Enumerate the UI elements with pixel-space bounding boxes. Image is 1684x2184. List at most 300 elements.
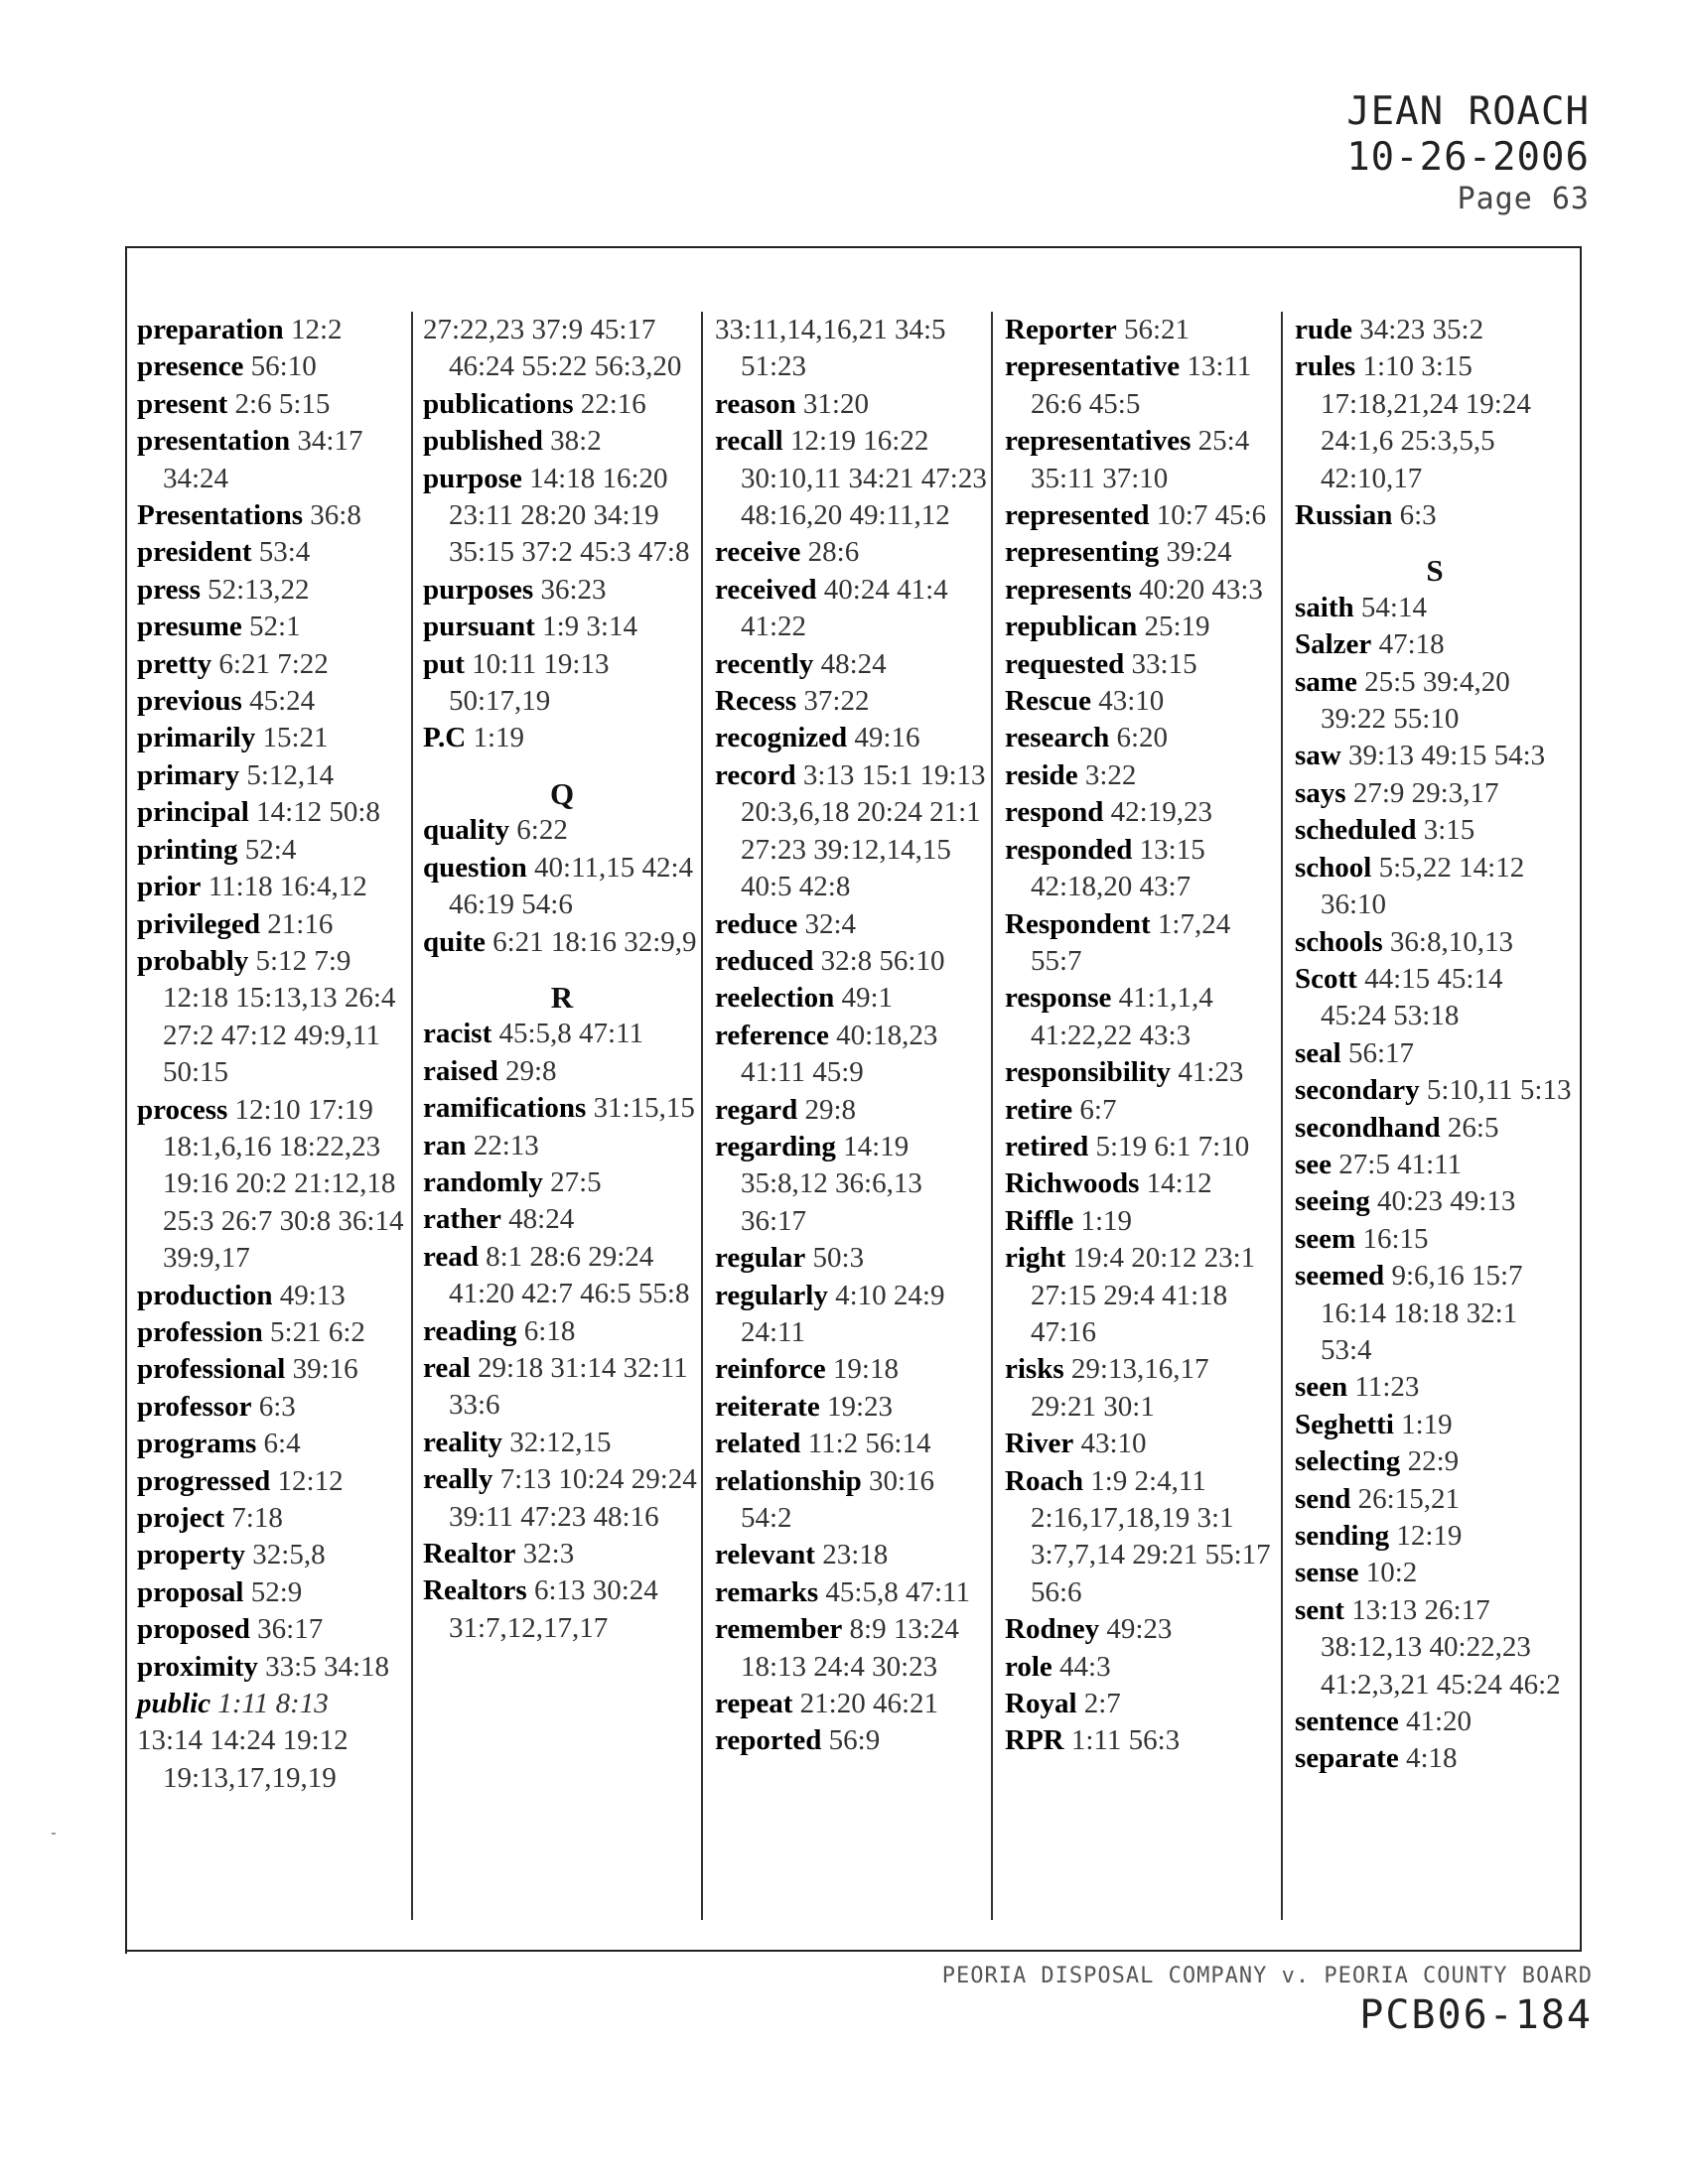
index-term: send bbox=[1295, 1482, 1351, 1515]
page-line-refs: 10:7 45:6 bbox=[1156, 499, 1267, 532]
index-term: regarding bbox=[715, 1130, 836, 1162]
index-term: role bbox=[1005, 1650, 1052, 1683]
index-term: right bbox=[1005, 1242, 1066, 1275]
index-entry bbox=[715, 386, 991, 423]
index-term: Realtor bbox=[423, 1538, 516, 1570]
page-line-refs: 27:22,23 37:9 45:17 46:24 55:22 56:3,20 bbox=[423, 314, 682, 383]
page-line-refs: 14:19 35:8,12 36:6,13 36:17 bbox=[741, 1130, 922, 1237]
case-number: PCB06-184 bbox=[1359, 1992, 1593, 2038]
index-entry bbox=[1005, 646, 1281, 683]
index-entry bbox=[137, 534, 411, 571]
index-term: Reporter bbox=[1005, 314, 1117, 345]
index-entry bbox=[1005, 1203, 1281, 1240]
index-entry bbox=[1005, 423, 1281, 497]
index-term: project bbox=[137, 1502, 225, 1534]
page-line-refs: 49:1 bbox=[841, 982, 894, 1015]
index-entry bbox=[1295, 1183, 1575, 1220]
page-line-refs: 30:16 54:2 bbox=[741, 1464, 935, 1534]
index-term: secondhand bbox=[1295, 1111, 1441, 1144]
index-column-1 bbox=[137, 312, 411, 1920]
index-term: real bbox=[423, 1351, 471, 1384]
index-entry bbox=[715, 1574, 991, 1611]
index-term: responded bbox=[1005, 833, 1133, 866]
page-line-refs: 27:5 bbox=[550, 1165, 602, 1198]
index-term: pursuant bbox=[423, 611, 535, 643]
index-entry bbox=[137, 869, 411, 905]
page-number: Page 63 bbox=[1457, 182, 1590, 216]
index-entry bbox=[1295, 1740, 1575, 1777]
page-line-refs: 10:11 19:13 50:17,19 bbox=[449, 647, 610, 718]
index-entry bbox=[715, 720, 991, 756]
page-line-refs: 6:18 bbox=[523, 1314, 576, 1347]
index-entry bbox=[423, 609, 701, 645]
page-line-refs: 26:15,21 bbox=[1357, 1482, 1460, 1515]
index-entry bbox=[137, 386, 411, 423]
index-entry bbox=[1295, 1407, 1575, 1443]
index-entry bbox=[137, 1278, 411, 1314]
page-line-refs: 52:9 bbox=[250, 1575, 303, 1608]
index-term: professor bbox=[137, 1390, 252, 1423]
page-line-refs: 1:9 3:14 bbox=[542, 611, 637, 643]
page-line-refs: 40:24 41:4 41:22 bbox=[741, 573, 948, 643]
page-line-refs: 13:14 14:24 19:12 19:13,17,19,19 bbox=[137, 1724, 349, 1794]
index-entry bbox=[1005, 757, 1281, 794]
index-term: press bbox=[137, 573, 201, 606]
page-line-refs: 49:23 bbox=[1106, 1613, 1173, 1646]
index-entry bbox=[1295, 1369, 1575, 1406]
index-entry bbox=[1005, 572, 1281, 609]
index-entry bbox=[137, 1611, 411, 1648]
page-line-refs: 41:23 bbox=[1178, 1056, 1244, 1089]
index-entry bbox=[1295, 738, 1575, 774]
index-entry bbox=[423, 1461, 701, 1536]
index-term: probably bbox=[137, 944, 249, 977]
index-term: seemed bbox=[1295, 1260, 1385, 1293]
index-term: previous bbox=[137, 685, 242, 718]
index-entry bbox=[1295, 1704, 1575, 1740]
index-entry bbox=[137, 683, 411, 720]
index-term: remarks bbox=[715, 1575, 819, 1608]
page-line-refs: 1:19 bbox=[1401, 1408, 1453, 1440]
page-line-refs: 21:16 bbox=[267, 907, 334, 940]
index-entry bbox=[137, 906, 411, 943]
index-entry bbox=[137, 1649, 411, 1686]
page-line-refs: 4:18 bbox=[1405, 1742, 1458, 1775]
index-term: put bbox=[423, 647, 465, 680]
page-line-refs: 43:10 bbox=[1080, 1428, 1147, 1460]
index-term: Roach bbox=[1005, 1464, 1083, 1497]
page-line-refs: 5:19 6:1 7:10 bbox=[1095, 1130, 1250, 1162]
index-term: Rodney bbox=[1005, 1613, 1100, 1646]
page-line-refs: 36:8 bbox=[310, 499, 361, 532]
index-entry bbox=[137, 1426, 411, 1462]
index-term: presentation bbox=[137, 425, 291, 458]
index-term: selecting bbox=[1295, 1445, 1401, 1478]
index-entry bbox=[1005, 497, 1281, 534]
section-letter: S bbox=[1426, 553, 1444, 589]
page-line-refs: 45:5,8 47:11 bbox=[498, 1018, 644, 1050]
index-columns bbox=[137, 312, 1575, 1920]
index-term: professional bbox=[137, 1353, 286, 1386]
index-entry bbox=[715, 943, 991, 980]
index-entry bbox=[423, 812, 701, 849]
page-line-refs: 29:8 bbox=[804, 1093, 857, 1126]
page-line-refs: 9:6,16 15:7 16:14 18:18 32:1 53:4 bbox=[1321, 1260, 1523, 1366]
index-entry bbox=[1295, 1072, 1575, 1109]
index-term: remember bbox=[715, 1613, 843, 1646]
page-footer bbox=[942, 1964, 1593, 2038]
index-term: Respondent bbox=[1005, 907, 1151, 940]
page-line-refs: 3:13 15:1 19:13 20:3,6,18 20:24 21:1 27:23 39:12,14,15 40:5 42:8 bbox=[741, 758, 986, 903]
page-line-refs: 43:10 bbox=[1098, 685, 1165, 718]
page-line-refs: 14:12 50:8 bbox=[256, 796, 380, 829]
index-entry bbox=[137, 1463, 411, 1500]
page-line-refs: 1:9 2:4,11 2:16,17,18,19 3:1 3:7,7,14 29:21 55:17 56:6 bbox=[1031, 1464, 1271, 1608]
index-entry bbox=[1005, 1611, 1281, 1648]
index-entry bbox=[137, 720, 411, 756]
index-term: present bbox=[137, 387, 228, 420]
index-term: Rescue bbox=[1005, 685, 1091, 718]
index-term: reason bbox=[715, 387, 796, 420]
page-line-refs: 2:7 bbox=[1083, 1688, 1121, 1720]
index-term: reduce bbox=[715, 907, 798, 940]
index-entry bbox=[423, 1201, 701, 1238]
page-line-refs: 6:21 7:22 bbox=[218, 647, 329, 680]
section-letter: Q bbox=[549, 775, 575, 811]
index-entry bbox=[423, 1164, 701, 1201]
index-entry bbox=[1005, 312, 1281, 348]
index-term: purpose bbox=[423, 462, 522, 494]
index-term: Realtors bbox=[423, 1574, 527, 1607]
index-term: research bbox=[1005, 722, 1110, 754]
index-term: recently bbox=[715, 647, 814, 680]
index-term: sending bbox=[1295, 1520, 1390, 1552]
page-line-refs: 4:10 24:9 24:11 bbox=[741, 1279, 945, 1348]
index-entry bbox=[1005, 1092, 1281, 1129]
index-term: process bbox=[137, 1093, 228, 1126]
index-entry bbox=[1005, 832, 1281, 906]
index-term: see bbox=[1295, 1148, 1333, 1180]
stray-mark bbox=[52, 1833, 56, 1835]
page-line-refs: 1:10 3:15 17:18,21,24 19:24 24:1,6 25:3,5,5 42:10,17 bbox=[1321, 350, 1531, 494]
index-entry bbox=[423, 461, 701, 572]
index-entry bbox=[137, 1722, 411, 1797]
index-entry bbox=[1005, 720, 1281, 756]
index-entry bbox=[1295, 1147, 1575, 1183]
page-line-refs: 19:4 20:12 23:1 27:15 29:4 41:18 47:16 bbox=[1031, 1242, 1256, 1348]
index-term: Seghetti bbox=[1295, 1408, 1394, 1440]
index-entry bbox=[423, 924, 701, 961]
index-entry bbox=[423, 1313, 701, 1350]
index-term: published bbox=[423, 425, 543, 458]
index-term: relevant bbox=[715, 1539, 815, 1571]
page-line-refs: 48:24 bbox=[820, 647, 887, 680]
index-term: represents bbox=[1005, 573, 1132, 606]
page-line-refs: 33:5 34:18 bbox=[265, 1650, 390, 1683]
page-line-refs: 6:20 bbox=[1116, 722, 1169, 754]
index-term: representative bbox=[1005, 350, 1181, 383]
index-entry bbox=[1295, 961, 1575, 1035]
index-entry bbox=[1295, 850, 1575, 924]
page-line-refs: 56:9 bbox=[828, 1724, 881, 1757]
page-line-refs: 6:3 bbox=[1399, 499, 1437, 532]
index-term: quite bbox=[423, 925, 486, 958]
index-term: Scott bbox=[1295, 962, 1357, 995]
index-term: risks bbox=[1005, 1353, 1064, 1386]
page-line-refs: 28:6 bbox=[807, 536, 860, 569]
page-line-refs: 56:17 bbox=[1347, 1036, 1415, 1069]
index-entry bbox=[715, 1389, 991, 1426]
index-entry bbox=[137, 312, 411, 348]
index-entry bbox=[137, 609, 411, 645]
index-column-3 bbox=[701, 312, 991, 1920]
page-line-refs: 48:24 bbox=[508, 1203, 575, 1236]
page-line-refs: 1:7,24 55:7 bbox=[1031, 907, 1231, 977]
page-line-refs: 8:9 13:24 18:13 24:4 30:23 bbox=[741, 1613, 959, 1683]
index-entry bbox=[137, 1537, 411, 1573]
index-entry bbox=[137, 1351, 411, 1388]
index-entry bbox=[137, 1500, 411, 1537]
index-entry bbox=[1005, 1463, 1281, 1612]
index-term: sentence bbox=[1295, 1706, 1399, 1738]
index-entry bbox=[715, 312, 991, 386]
page-line-refs: 11:18 16:4,12 bbox=[208, 871, 367, 903]
page-line-refs: 32:12,15 bbox=[509, 1426, 612, 1458]
index-term: ran bbox=[423, 1129, 467, 1161]
index-entry bbox=[715, 906, 991, 943]
page-line-refs: 49:16 bbox=[854, 722, 920, 754]
frame-tick bbox=[125, 1926, 127, 1954]
index-term: pretty bbox=[137, 647, 212, 680]
index-entry bbox=[715, 1426, 991, 1462]
index-term: responsibility bbox=[1005, 1056, 1172, 1089]
index-entry bbox=[1295, 497, 1575, 534]
index-entry bbox=[715, 1351, 991, 1388]
page-line-refs: 34:17 34:24 bbox=[163, 425, 363, 494]
index-term: receive bbox=[715, 536, 801, 569]
index-entry bbox=[1295, 1592, 1575, 1704]
index-term: P.C bbox=[423, 722, 467, 754]
index-term: schools bbox=[1295, 925, 1383, 958]
page-line-refs: 41:20 bbox=[1405, 1706, 1472, 1738]
index-entry bbox=[715, 646, 991, 683]
index-entry bbox=[137, 1574, 411, 1611]
page-line-refs: 45:24 bbox=[249, 685, 316, 718]
index-entry bbox=[1005, 1165, 1281, 1202]
index-term: programs bbox=[137, 1428, 257, 1460]
page-line-refs: 7:18 bbox=[231, 1502, 283, 1534]
page-line-refs: 8:1 28:6 29:24 41:20 42:7 46:5 55:8 bbox=[449, 1240, 690, 1310]
index-term: raised bbox=[423, 1054, 498, 1087]
index-entry bbox=[715, 980, 991, 1017]
index-entry bbox=[715, 1129, 991, 1240]
index-term: rules bbox=[1295, 350, 1356, 383]
page-header bbox=[1346, 89, 1590, 218]
index-term: Royal bbox=[1005, 1688, 1077, 1720]
page-line-refs: 52:1 bbox=[249, 611, 301, 643]
index-entry bbox=[715, 1463, 991, 1538]
page-line-refs: 27:9 29:3,17 bbox=[1352, 776, 1499, 809]
index-entry bbox=[1005, 1240, 1281, 1351]
index-entry bbox=[423, 1016, 701, 1052]
index-term: River bbox=[1005, 1428, 1074, 1460]
page-line-refs: 6:13 30:24 31:7,12,17,17 bbox=[449, 1574, 658, 1644]
index-entry bbox=[1005, 609, 1281, 645]
page-line-refs: 5:12,14 bbox=[246, 758, 335, 791]
page-line-refs: 14:18 16:20 23:11 28:20 34:19 35:15 37:2 45:3 47:8 bbox=[449, 462, 690, 569]
page-line-refs: 50:3 bbox=[812, 1242, 865, 1275]
index-entry bbox=[1005, 794, 1281, 831]
index-term: retired bbox=[1005, 1130, 1089, 1162]
index-term: regularly bbox=[715, 1279, 828, 1311]
index-entry bbox=[715, 423, 991, 534]
page-line-refs: 39:16 bbox=[292, 1353, 358, 1386]
page-line-refs: 12:10 17:19 18:1,6,16 18:22,23 19:16 20:2 21:12,18 25:3 26:7 30:8 36:14 39:9,17 bbox=[163, 1093, 404, 1275]
page-line-refs: 12:2 bbox=[290, 314, 343, 345]
index-term: school bbox=[1295, 851, 1372, 884]
page-line-refs: 38:2 bbox=[550, 425, 602, 458]
index-entry bbox=[1295, 1481, 1575, 1518]
page-line-refs: 13:15 42:18,20 43:7 bbox=[1031, 833, 1205, 903]
index-entry bbox=[1295, 775, 1575, 812]
index-term: sense bbox=[1295, 1557, 1359, 1589]
index-term: relationship bbox=[715, 1464, 862, 1497]
page-line-refs: 40:11,15 42:4 46:19 54:6 bbox=[449, 851, 694, 921]
page-line-refs: 42:19,23 bbox=[1110, 796, 1212, 829]
index-term: related bbox=[715, 1428, 801, 1460]
index-term: record bbox=[715, 758, 796, 791]
page-line-refs: 53:4 bbox=[258, 536, 311, 569]
page-line-refs: 54:14 bbox=[1360, 591, 1427, 623]
index-entry bbox=[137, 757, 411, 794]
index-entry bbox=[1005, 1129, 1281, 1165]
index-entry bbox=[715, 683, 991, 720]
index-term: primarily bbox=[137, 722, 256, 754]
page-line-refs: 45:5,8 47:11 bbox=[825, 1575, 970, 1608]
index-term: rather bbox=[423, 1203, 501, 1236]
page-line-refs: 34:23 35:2 bbox=[1359, 314, 1484, 345]
page-line-refs: 1:11 56:3 bbox=[1070, 1724, 1181, 1757]
index-term: primary bbox=[137, 758, 240, 791]
page-line-refs: 11:23 bbox=[1354, 1371, 1420, 1404]
index-term: rude bbox=[1295, 314, 1352, 345]
page-line-refs: 13:11 26:6 45:5 bbox=[1031, 350, 1252, 420]
index-entry bbox=[423, 1053, 701, 1090]
page-line-refs: 5:10,11 5:13 bbox=[1426, 1074, 1572, 1107]
page-line-refs: 40:18,23 41:11 45:9 bbox=[741, 1019, 938, 1089]
index-entry bbox=[137, 423, 411, 497]
index-term: reference bbox=[715, 1019, 829, 1051]
page-line-refs: 52:13,22 bbox=[208, 573, 310, 606]
index-entry bbox=[1005, 1649, 1281, 1686]
index-term: Richwoods bbox=[1005, 1167, 1140, 1200]
page-line-refs: 22:16 bbox=[580, 387, 646, 420]
index-entry bbox=[423, 1536, 701, 1572]
page-line-refs: 22:9 bbox=[1407, 1445, 1460, 1478]
page-line-refs: 29:18 31:14 32:11 33:6 bbox=[449, 1351, 688, 1422]
index-entry bbox=[137, 1092, 411, 1278]
case-caption: PEORIA DISPOSAL COMPANY v. PEORIA COUNTY BOARD bbox=[941, 1964, 1593, 1988]
page-line-refs: 39:13 49:15 54:3 bbox=[1347, 740, 1546, 772]
page-line-refs: 1:19 bbox=[473, 722, 525, 754]
index-entry bbox=[1005, 1722, 1281, 1759]
index-entry bbox=[1005, 906, 1281, 981]
index-entry bbox=[715, 1240, 991, 1277]
page-line-refs: 11:2 56:14 bbox=[807, 1428, 931, 1460]
index-entry bbox=[1295, 1035, 1575, 1072]
index-term: randomly bbox=[423, 1165, 543, 1198]
index-entry bbox=[1005, 1686, 1281, 1722]
page-line-refs: 33:11,14,16,21 34:5 51:23 bbox=[715, 314, 946, 383]
index-entry bbox=[1295, 812, 1575, 849]
index-term: says bbox=[1295, 776, 1346, 809]
index-entry bbox=[1005, 980, 1281, 1054]
page-line-refs: 21:20 46:21 bbox=[799, 1688, 939, 1720]
index-term: reduced bbox=[715, 944, 814, 977]
index-entry bbox=[423, 1239, 701, 1313]
page-line-refs: 49:13 bbox=[279, 1279, 346, 1311]
index-entry bbox=[715, 1092, 991, 1129]
index-entry bbox=[715, 1686, 991, 1722]
index-term: sent bbox=[1295, 1593, 1344, 1626]
index-term: proximity bbox=[137, 1650, 258, 1683]
index-term: reality bbox=[423, 1426, 502, 1458]
index-term: production bbox=[137, 1279, 273, 1311]
page-line-refs: 32:4 bbox=[804, 907, 857, 940]
index-entry bbox=[1295, 312, 1575, 348]
index-term: RPR bbox=[1005, 1724, 1064, 1757]
page-line-refs: 23:18 bbox=[822, 1539, 889, 1571]
page-line-refs: 36:8,10,13 bbox=[1389, 925, 1513, 958]
witness-name: JEAN ROACH bbox=[1346, 89, 1590, 134]
index-entry bbox=[715, 534, 991, 571]
page-line-refs: 27:5 41:11 bbox=[1338, 1148, 1463, 1180]
index-term: prior bbox=[137, 871, 202, 903]
index-entry bbox=[137, 1686, 411, 1722]
page-line-refs: 2:6 5:15 bbox=[234, 387, 331, 420]
index-term: progressed bbox=[137, 1464, 271, 1497]
index-entry bbox=[1295, 626, 1575, 663]
index-term: profession bbox=[137, 1315, 263, 1348]
page-line-refs: 29:8 bbox=[504, 1054, 557, 1087]
index-column-2 bbox=[411, 312, 701, 1920]
index-term: reelection bbox=[715, 982, 835, 1015]
index-term: separate bbox=[1295, 1742, 1399, 1775]
page-line-refs: 14:12 bbox=[1146, 1167, 1212, 1200]
index-entry bbox=[1295, 924, 1575, 961]
index-entry bbox=[137, 832, 411, 869]
index-entry bbox=[715, 1018, 991, 1092]
index-entry bbox=[423, 386, 701, 423]
index-entry bbox=[137, 1314, 411, 1351]
page-line-refs: 33:15 bbox=[1131, 647, 1197, 680]
index-term: Recess bbox=[715, 685, 797, 718]
page-line-refs: 6:7 bbox=[1079, 1093, 1117, 1126]
index-entry bbox=[423, 720, 701, 756]
index-entry bbox=[423, 850, 701, 924]
index-entry bbox=[1295, 1258, 1575, 1369]
index-entry bbox=[1295, 348, 1575, 497]
index-term: read bbox=[423, 1240, 479, 1273]
page-line-refs: 12:19 16:22 30:10,11 34:21 47:23 48:16,20 49:11,12 bbox=[741, 425, 987, 532]
index-entry bbox=[1295, 664, 1575, 739]
index-term: racist bbox=[423, 1018, 492, 1050]
index-term: really bbox=[423, 1463, 493, 1496]
index-term: presume bbox=[137, 611, 242, 643]
index-term: response bbox=[1005, 982, 1112, 1015]
index-entry bbox=[423, 1350, 701, 1425]
index-term: ramifications bbox=[423, 1092, 587, 1125]
